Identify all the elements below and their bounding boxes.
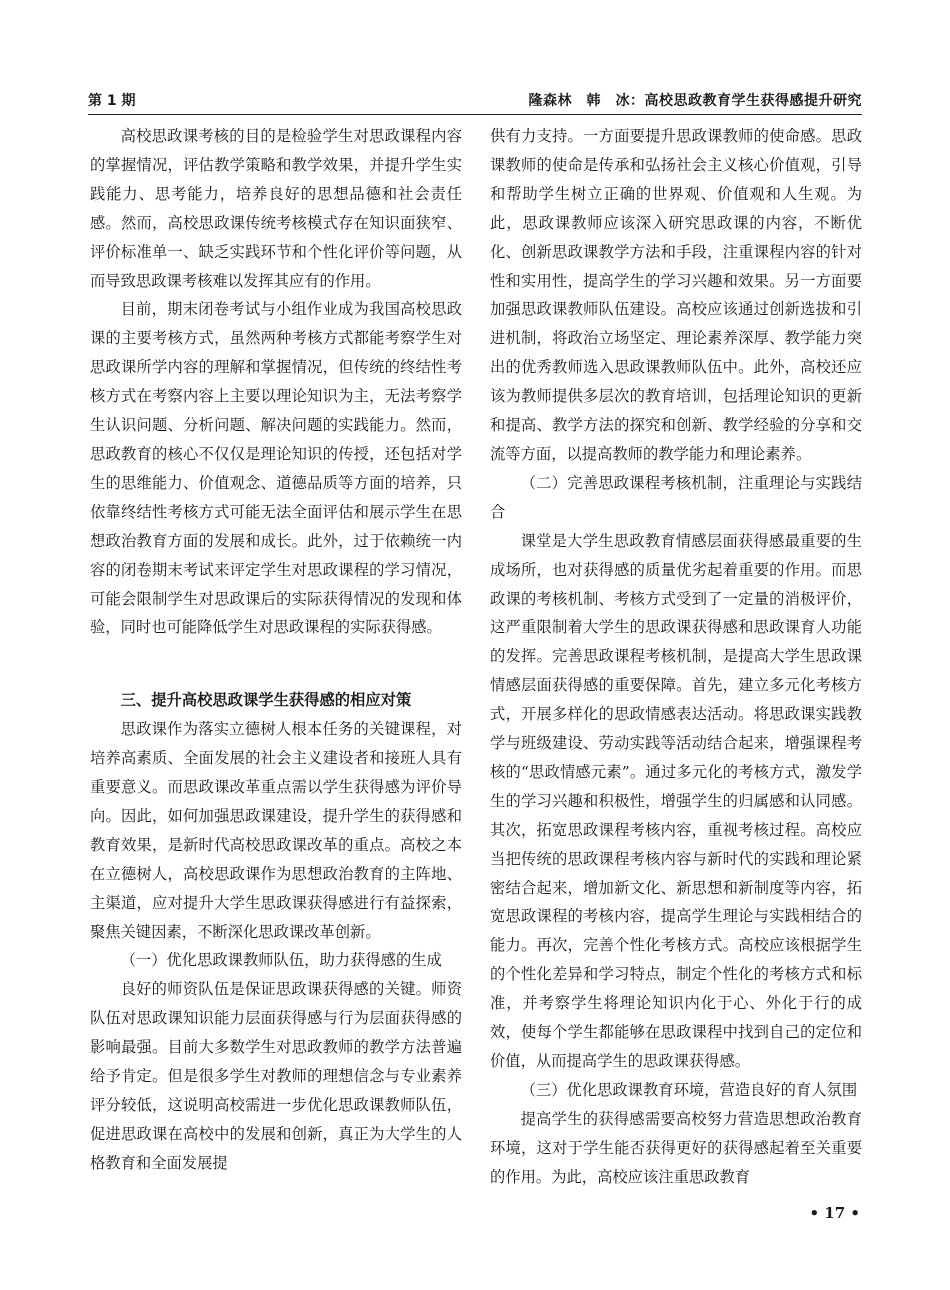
left-column [90,122,462,1178]
subsection-title: （一）优化思政课教师队伍，助力获得感的生成 [120,951,442,970]
section-spacer [90,642,462,686]
paragraph: 思政课作为落实立德树人根本任务的关键课程，对培养高素质、全面发展的社会主义建设者和接班人具有重要意义。而思政课改革重点需以学生获得感为评价导向。因此，如何加强思政课建设，提升学生的获得感和教育效果，是新时代高校思政课改革的重点。高校之本在立德树人，高校思政课作为思想政治教育的主阵地、主渠道，应对提升大学生思政课获得感进行有益探索，聚焦关键因素，不断深化思政课改革创新。 [90,720,462,941]
section-title: 三、提升高校思政课学生获得感的相应对策 [120,691,412,710]
right-column [490,122,862,1192]
paragraph: 高校思政课考核的目的是检验学生对思政课程内容的掌握情况，评估教学策略和教学效果，并提升学生实践能力、思考能力，培养良好的思想品德和社会责任感。然而，高校思政课传统考核模式存在知识面狭窄、评价标准单一、缺乏实践环节和个性化评价等问题，从而导致思政课考核难以发挥其应有的作用。 [90,127,462,290]
paragraph: 良好的师资队伍是保证思政课获得感的关键。师资队伍对思政课知识能力层面获得感与行为层面获得感的影响最强。目前大多数学生对思政教师的教学方法普遍给予肯定。但是很多学生对教师的理想信念与专业素养评分较低，这说明高校需进一步优化思政课教师队伍，促进思政课在高校中的发展和创新，真正为大学生的人格教育和全面发展提 [90,980,462,1172]
subsection-title: （三）优化思政课教育环境，营造良好的育人氛围 [520,1080,858,1099]
issue-label: 第 1 期 [88,93,136,109]
paragraph: 目前，期末闭卷考试与小组作业成为我国高校思政课的主要考核方式，虽然两种考核方式都能考察学生对思政课所学内容的理解和掌握情况，但传统的终结性考核方式在考察内容上主要以理论知识为主，无法考察学生认识问题、分析问题、解决问题的实践能力。然而，思政教育的核心不仅仅是理论知识的传授，还包括对学生的思维能力、价值观念、道德品质等方面的培养，只依靠终结性考核方式可能无法全面评估和展示学生在思想政治教育方面的发展和成长。此外，过于依赖统一内容的闭卷期末考试来评定学生对思政课程的学习情况，可能会限制学生对思政课后的实际获得情况的发现和体验，同时也可能降低学生对思政课程的实际获得感。 [90,300,462,637]
paragraph-continued: 供有力支持。一方面要提升思政课教师的使命感。思政课教师的使命是传承和弘扬社会主义核心价值观，引导和帮助学生树立正确的世界观、价值观和人生观。为此，思政课教师应该深入研究思政课的内容，不断优化、创新思政课教学方法和手段，注重课程内容的针对性和实用性，提高学生的学习兴趣和效果。另一方面要加强思政课教师队伍建设。高校应该通过创新选拔和引进机制，将政治立场坚定、理论素养深厚、教学能力突出的优秀教师选入思政课教师队伍中。此外，高校还应该为教师提供多层次的教育培训，包括理论知识的更新和提高、教学方法的探究和创新、教学经验的分享和交流等方面，以提高教师的教学能力和理论素养。 [490,127,862,463]
page-number: • 17 • [809,1204,860,1222]
subsection-title: （二）完善思政课程考核机制，注重理论与实践结合 [490,473,862,521]
paragraph: 课堂是大学生思政教育情感层面获得感最重要的生成场所，也对获得感的质量优劣起着重要的作用。而思政课的考核机制、考核方式受到了一定量的消极评价，这严重限制着大学生的思政课获得感和思政课育人功能的发挥。完善思政课程考核机制，是提高大学生思政课情感层面获得感的重要保障。首先，建立多元化考核方式，开展多样化的思政情感表达活动。将思政课实践教学与班级建设、劳动实践等活动结合起来，增强课程考核的“思政情感元素”。通过多元化的考核方式，激发学生的学习兴趣和积极性，增强学生的归属感和认同感。其次，拓宽思政课程考核内容，重视考核过程。高校应当把传统的思政课程考核内容与新时代的实践和理论紧密结合起来，增加新文化、新思想和新制度等内容，拓宽思政课程的考核内容，提高学生理论与实践相结合的能力。再次，完善个性化考核方式。高校应该根据学生的个性化差异和学习特点，制定个性化的考核方式和标准，并考察学生将理论知识内化于心、外化于行的成效，使每个学生都能够在思政课程中找到自己的定位和价值，从而提高学生的思政课获得感。 [490,531,862,1070]
paragraph: 提高学生的获得感需要高校努力营造思想政治教育环境，这对于学生能否获得更好的获得感起着至关重要的作用。为此，高校应该注重思政教育 [490,1109,862,1186]
running-title: 隆森林 韩 冰：高校思政教育学生获得感提升研究 [528,93,862,109]
running-header [88,92,862,115]
